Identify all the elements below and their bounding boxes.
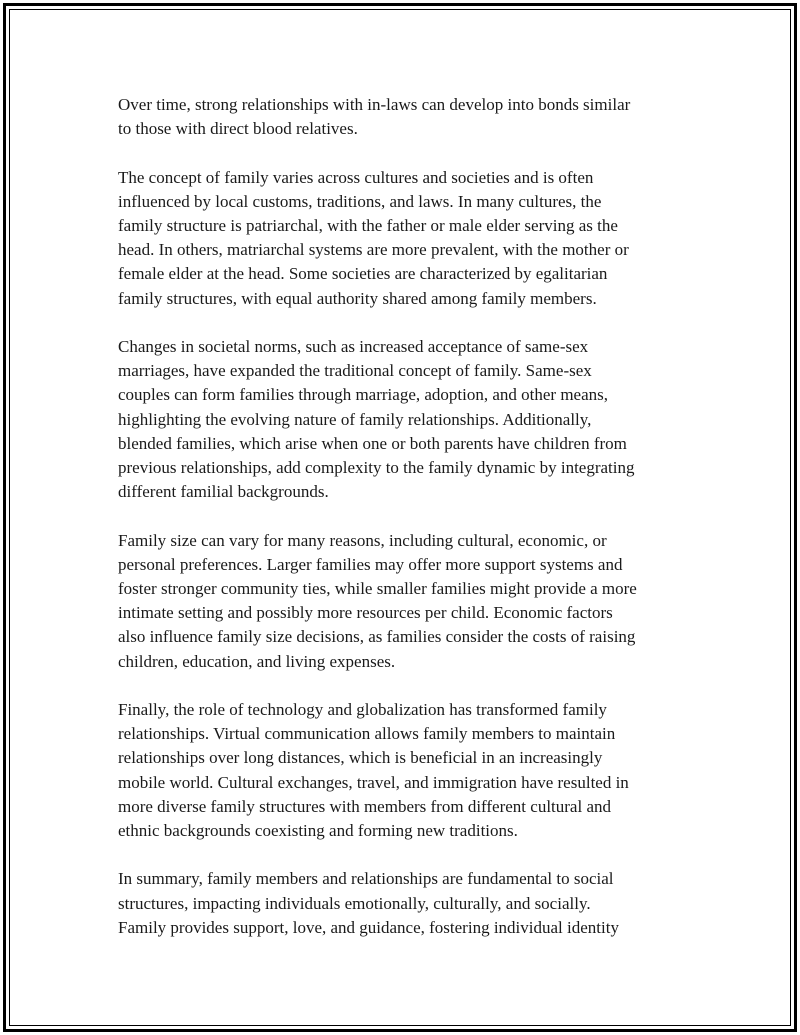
paragraph-in-laws <box>118 93 688 141</box>
text-line: head. In others, matriarchal systems are more prevalent, with the mother or <box>118 240 629 260</box>
paragraph-societal-norms <box>118 335 688 504</box>
text-line: female elder at the head. Some societies are characterized by egalitarian <box>118 264 608 284</box>
text-line: ethnic backgrounds coexisting and forming new traditions. <box>118 821 518 841</box>
text-line: influenced by local customs, traditions, and laws. In many cultures, the <box>118 191 602 211</box>
text-line: highlighting the evolving nature of family relationships. Additionally, <box>118 409 592 429</box>
document-body <box>118 93 688 964</box>
paragraph-family-size <box>118 529 688 674</box>
text-line: foster stronger community ties, while smaller families might provide a more <box>118 579 637 599</box>
text-line: different familial backgrounds. <box>118 482 329 502</box>
text-line: also influence family size decisions, as families consider the costs of raising <box>118 627 636 647</box>
text-line: couples can form families through marriage, adoption, and other means, <box>118 385 609 405</box>
text-line: The concept of family varies across cultures and societies and is often <box>118 167 594 187</box>
text-line: family structure is patriarchal, with the father or male elder serving as the <box>118 216 618 235</box>
paragraph-summary <box>118 867 688 940</box>
text-line: to those with direct blood relatives. <box>118 119 358 139</box>
text-line: Changes in societal norms, such as increased acceptance of same-sex <box>118 337 589 356</box>
text-line: blended families, which arise when one or both parents have children from <box>118 433 627 453</box>
text-line: more diverse family structures with members from different cultural and <box>118 796 611 816</box>
text-line: relationships. Virtual communication allows family members to maintain <box>118 724 616 744</box>
text-line: family structures, with equal authority shared among family members. <box>118 288 597 308</box>
text-line: structures, impacting individuals emotionally, culturally, and socially. <box>118 893 591 913</box>
text-line: In summary, family members and relationships are fundamental to social <box>118 869 614 889</box>
text-line: mobile world. Cultural exchanges, travel, and immigration have resulted in <box>118 772 629 792</box>
text-line: relationships over long distances, which is beneficial in an increasingly <box>118 748 603 768</box>
text-line: previous relationships, add complexity to the family dynamic by integrating <box>118 458 635 478</box>
paragraph-family-concept <box>118 166 688 311</box>
text-line: intimate setting and possibly more resources per child. Economic factors <box>118 603 613 623</box>
text-line: Family provides support, love, and guidance, fostering individual identity <box>118 917 619 937</box>
text-line: personal preferences. Larger families may offer more support systems and <box>118 554 623 574</box>
text-line: Family size can vary for many reasons, including cultural, economic, or <box>118 530 607 550</box>
text-line: marriages, have expanded the traditional concept of family. Same-sex <box>118 361 592 381</box>
text-line: Over time, strong relationships with in-laws can develop into bonds similar <box>118 95 631 114</box>
text-line: Finally, the role of technology and globalization has transformed family <box>118 700 607 720</box>
paragraph-technology <box>118 698 688 843</box>
text-line: children, education, and living expenses. <box>118 651 396 671</box>
